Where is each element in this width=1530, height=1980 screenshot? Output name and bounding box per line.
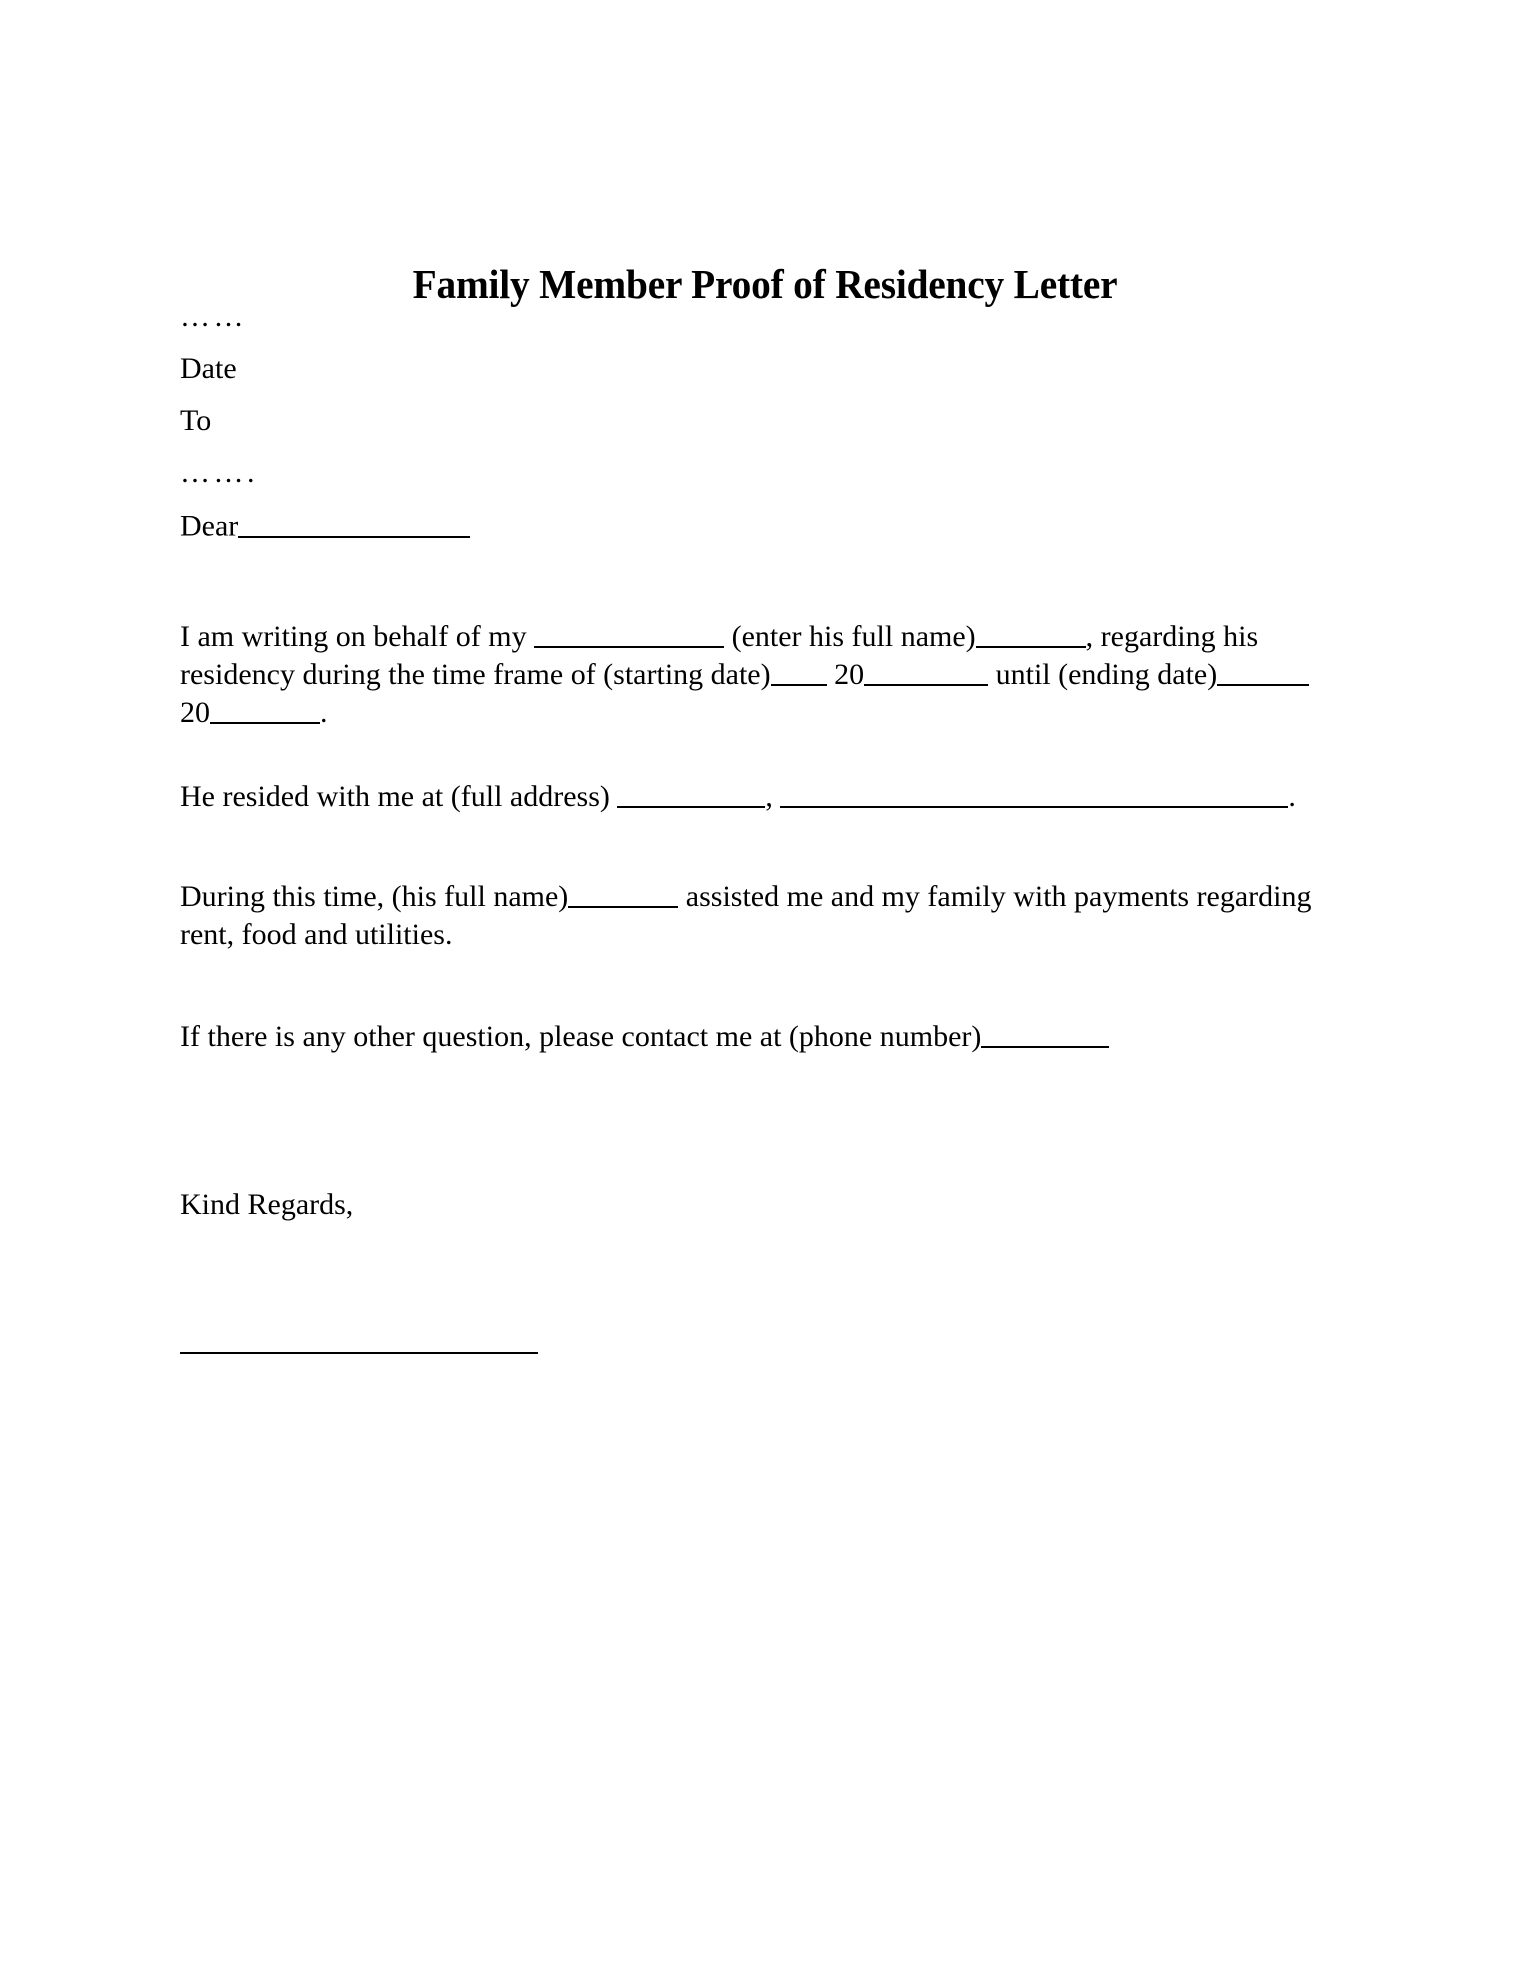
salutation-blank[interactable]: [238, 508, 470, 538]
para1-seg1: I am writing on behalf of my: [180, 620, 535, 653]
para4-seg1: If there is any other question, please contact me at (phone number): [180, 1020, 982, 1053]
sign-off: Kind Regards,: [180, 1188, 354, 1221]
dots-second: …….: [180, 456, 258, 489]
para2-seg2: ,: [765, 780, 781, 813]
para1-seg6: 20: [180, 696, 210, 729]
dots-top: ……: [180, 300, 247, 333]
para1-seg2: (enter his full name): [724, 620, 976, 653]
starting-year-blank[interactable]: [864, 656, 988, 686]
full-name-blank-1[interactable]: [976, 618, 1086, 648]
address-blank-1[interactable]: [617, 778, 765, 808]
paragraph-assistance: [180, 878, 1330, 954]
para1-seg3: , regarding his residency during the time frame of (starting date): [180, 620, 1259, 691]
paragraph-residency: [180, 618, 1330, 732]
salutation-line: [180, 508, 470, 544]
para1-seg7: .: [320, 696, 328, 729]
paragraph-address: [180, 778, 1330, 816]
para3-seg2: assisted me and my family with payments regarding rent, food and utilities.: [180, 880, 1312, 951]
starting-date-blank[interactable]: [771, 656, 827, 686]
to-label: To: [180, 404, 212, 437]
ending-year-blank[interactable]: [210, 694, 320, 724]
address-blank-2[interactable]: [780, 778, 1288, 808]
page-title: Family Member Proof of Residency Letter: [412, 261, 1118, 308]
para1-seg5: until (ending date): [988, 658, 1218, 691]
relative-name-blank[interactable]: [534, 618, 724, 648]
date-label: Date: [180, 352, 237, 385]
para2-seg3: .: [1288, 780, 1296, 813]
para2-seg1: He resided with me at (full address): [180, 780, 618, 813]
para1-seg4: 20: [826, 658, 865, 691]
full-name-blank-2[interactable]: [568, 878, 678, 908]
paragraph-contact: [180, 1018, 1330, 1056]
salutation-label: Dear: [180, 509, 239, 543]
para3-seg1: During this time, (his full name): [180, 880, 569, 913]
signature-line[interactable]: [180, 1352, 538, 1354]
ending-date-blank[interactable]: [1217, 656, 1309, 686]
phone-number-blank[interactable]: [981, 1018, 1109, 1048]
